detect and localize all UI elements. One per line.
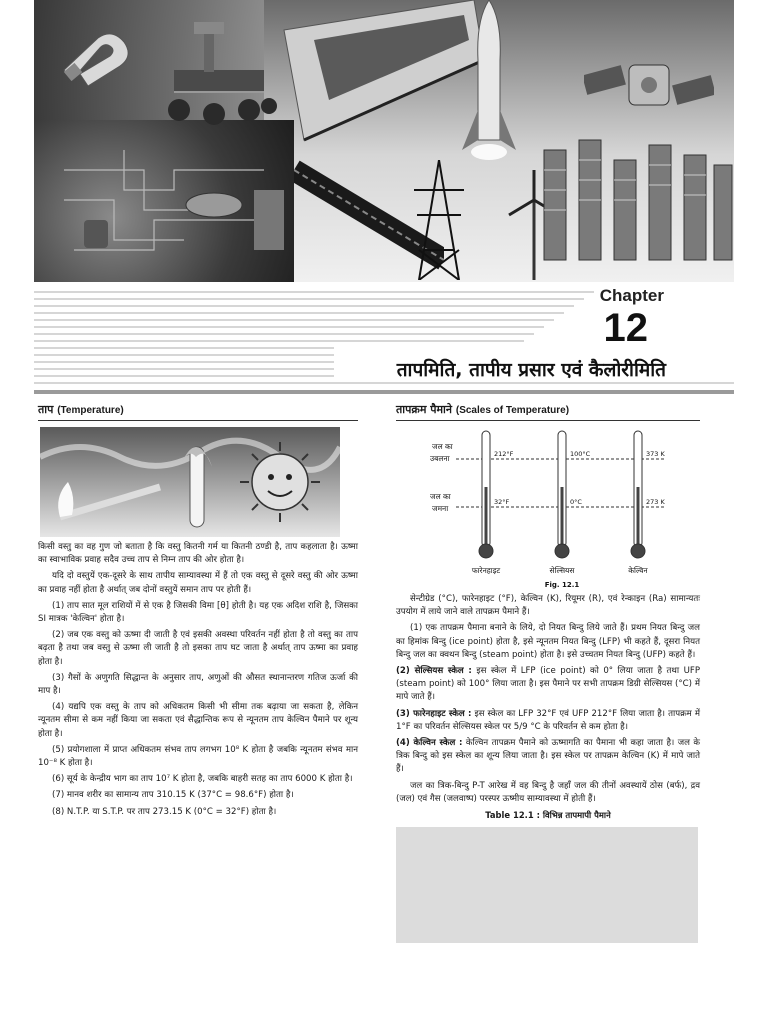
celsius-bottom-label: 0°C [570,498,582,506]
train-icon [274,0,484,150]
paragraph: (3) गैसों के अणुगति सिद्धान्त के अनुसार ताप, अणुओं की औसत स्थानान्तरण गतिज ऊर्जा की माप है। [38,672,358,697]
paragraph: (6) सूर्य के केन्द्रीय भाग का ताप 10⁷ K होता है, जबकि बाहरी सतह का ताप 6000 K होता है। [52,774,353,785]
label-water-boil-2: उबलना [430,454,450,463]
chapter-label: Chapter [599,286,664,305]
paragraph: (1) एक तापक्रम पैमाना बनाने के लिये, दो नियत बिन्दु लिये जाते हैं। प्रथम नियत बिन्दु जल का हिमांक बिन्दु (ice point) होता है, इसे न्यूनतम नियत बिन्दु (LFP) भी कहते हैं, दूसरा नियत बिन्दु जल का क्वथन बिन्दु (steam point) होता है। इसे उच्चतम नियत बिन्दु (UFP) कहते हैं। [396,623,700,660]
paragraph: (1) ताप सात मूल राशियों में से एक है जिसकी विमा [θ] होती है। यह एक अदिश राशि है, जिसका SI मात्रक 'केल्विन' होता है। [38,600,358,625]
title-divider [34,390,734,394]
paragraph: किसी वस्तु का वह गुण जो बताता है कि वस्तु कितनी गर्म या कितनी ठण्डी है, ताप कहलाता है। ऊष्मा का स्वाभाविक प्रवाह सदैव उच्च ताप से निम्न ताप की ओर होता है। [38,542,358,566]
paragraph: (2) सेल्सियस स्केल : इस स्केल में LFP (ice point) को 0° लिया जाता है तथा UFP (steam point) को 100° लिया जाता है। इस पैमाने पर सभी तापक्रम डिग्री सेल्सियस (°C) में मापे जाते हैं। [396,666,701,703]
table-placeholder [396,827,698,943]
match-thermometer-sun-illustration [40,427,340,537]
kelvin-bottom-label: 273 K [646,498,665,506]
paragraph: (7) मानव शरीर का सामान्य ताप 310.15 K (37°C = 98.6°F) होता है। [52,790,294,801]
left-column [38,402,358,822]
section-heading-temperature: ताप (Temperature) [38,402,358,421]
right-column [396,402,700,943]
paragraph: (5) प्रयोगशाला में प्राप्त अधिकतम संभव ताप लगभग 10⁸ K होता है जबकि न्यूनतम संभव मान 10⁻⁸ K होता है। [38,744,358,769]
power-pylon-icon [409,160,469,280]
figure-caption: Fig. 12.1 [544,581,580,589]
label-water-boil-1: जल का [432,442,453,451]
chapter-banner-collage [34,0,734,282]
fahrenheit-bottom-label: 32°F [494,498,510,506]
paragraph: (4) केल्विन स्केल : केल्विन तापक्रम पैमाने को ऊष्मागति का पैमाना भी कहा जाता है। जल के त्रिक बिन्दु को इस स्केल का शून्य लिया जाता है। इस स्केल पर तापक्रम केल्विन (K) में मापे जाते हैं। [396,738,700,775]
paragraph: (8) N.T.P. या S.T.P. पर ताप 273.15 K (0°C = 32°F) होता है। [52,806,277,817]
chapter-number: 12 [603,306,648,350]
substation-insulators-icon [534,120,734,280]
paragraph: सेन्टीग्रेड (°C), फारेनहाइट (°F), केल्विन (K), रियूमर (R), एवं रेन्काइन (Ra) सामान्यतः उपयोग में लाये जाने वाले तापक्रम पैमाने हैं। [396,594,700,618]
chapter-title: तापमिति, तापीय प्रसार एवं कैलोरीमिति [396,359,666,381]
paragraph: (3) फारेनहाइट स्केल : इस स्केल का LFP 32°F एवं UFP 212°F लिया जाता है। तापक्रम में 1°F का परिवर्तन सेल्सियस स्केल पर 5/9 °C के परिवर्तन से कम होता है। [396,708,700,732]
table-caption: Table 12.1 : विभिन्न तापमापी पैमाने [485,810,611,821]
satellite-icon [584,40,714,130]
kelvin-thermometer-icon [631,431,645,558]
fahrenheit-thermometer-icon [479,431,493,558]
kelvin-top-label: 373 K [646,450,665,458]
celsius-name-label: सेल्सियस [549,566,575,575]
textbook-page [34,0,734,1024]
paragraph: जल का त्रिक-बिन्दु P-T आरेख में वह बिन्दु है जहाँ जल की तीनों अवस्थायें ठोस (बर्फ), द्रव (जल) एवं गैस (जलवाष्प) परस्पर ऊष्मीय साम्यावस्था में होती हैं। [396,780,700,804]
fahrenheit-top-label: 212°F [494,450,514,458]
label-water-freeze-1: जल का [430,492,451,501]
fahrenheit-name-label: फारेनहाइट [471,566,501,575]
rocket-icon [454,0,524,160]
thermometer-scales-figure [396,427,700,589]
celsius-thermometer-icon [555,431,569,558]
kelvin-name-label: केल्विन [628,566,648,575]
paragraph: (2) जब एक वस्तु को ऊष्मा दी जाती है एवं इसकी अवस्था परिवर्तन नहीं होता है तो वस्तु का ताप बढ़ता है तथा जब वस्तु से ऊष्मा ली जाती है तो इसका ताप घट जाता है अर्थात् ताप ऊष्मा का प्रवाह होता है। [38,630,358,667]
paragraph: यदि दो वस्तुयें एक-दूसरे के साथ तापीय साम्यावस्था में हैं तो एक वस्तु से दूसरे वस्तु की ओर ऊष्मा का प्रवाह नहीं होता है अर्थात् जब दोनों वस्तुयें समान ताप पर होती हैं। [38,571,358,595]
label-water-freeze-2: जमना [432,504,449,513]
circuit-board-icon [64,150,294,270]
celsius-top-label: 100°C [570,450,591,458]
paragraph: (4) यद्यपि एक वस्तु के ताप को अधिकतम किसी भी सीमा तक बढ़ाया जा सकता है, लेकिन न्यूनतम सीमा से कम नहीं किया जा सकता एवं सैद्धान्तिक रूप से न्यूनतम ताप केल्विन पैमाने पर शून्य होता है। [38,702,358,739]
horseshoe-magnet-icon [58,30,138,86]
section-heading-scales: तापक्रम पैमाने (Scales of Temperature) [396,402,700,421]
mars-rover-icon [154,10,284,140]
